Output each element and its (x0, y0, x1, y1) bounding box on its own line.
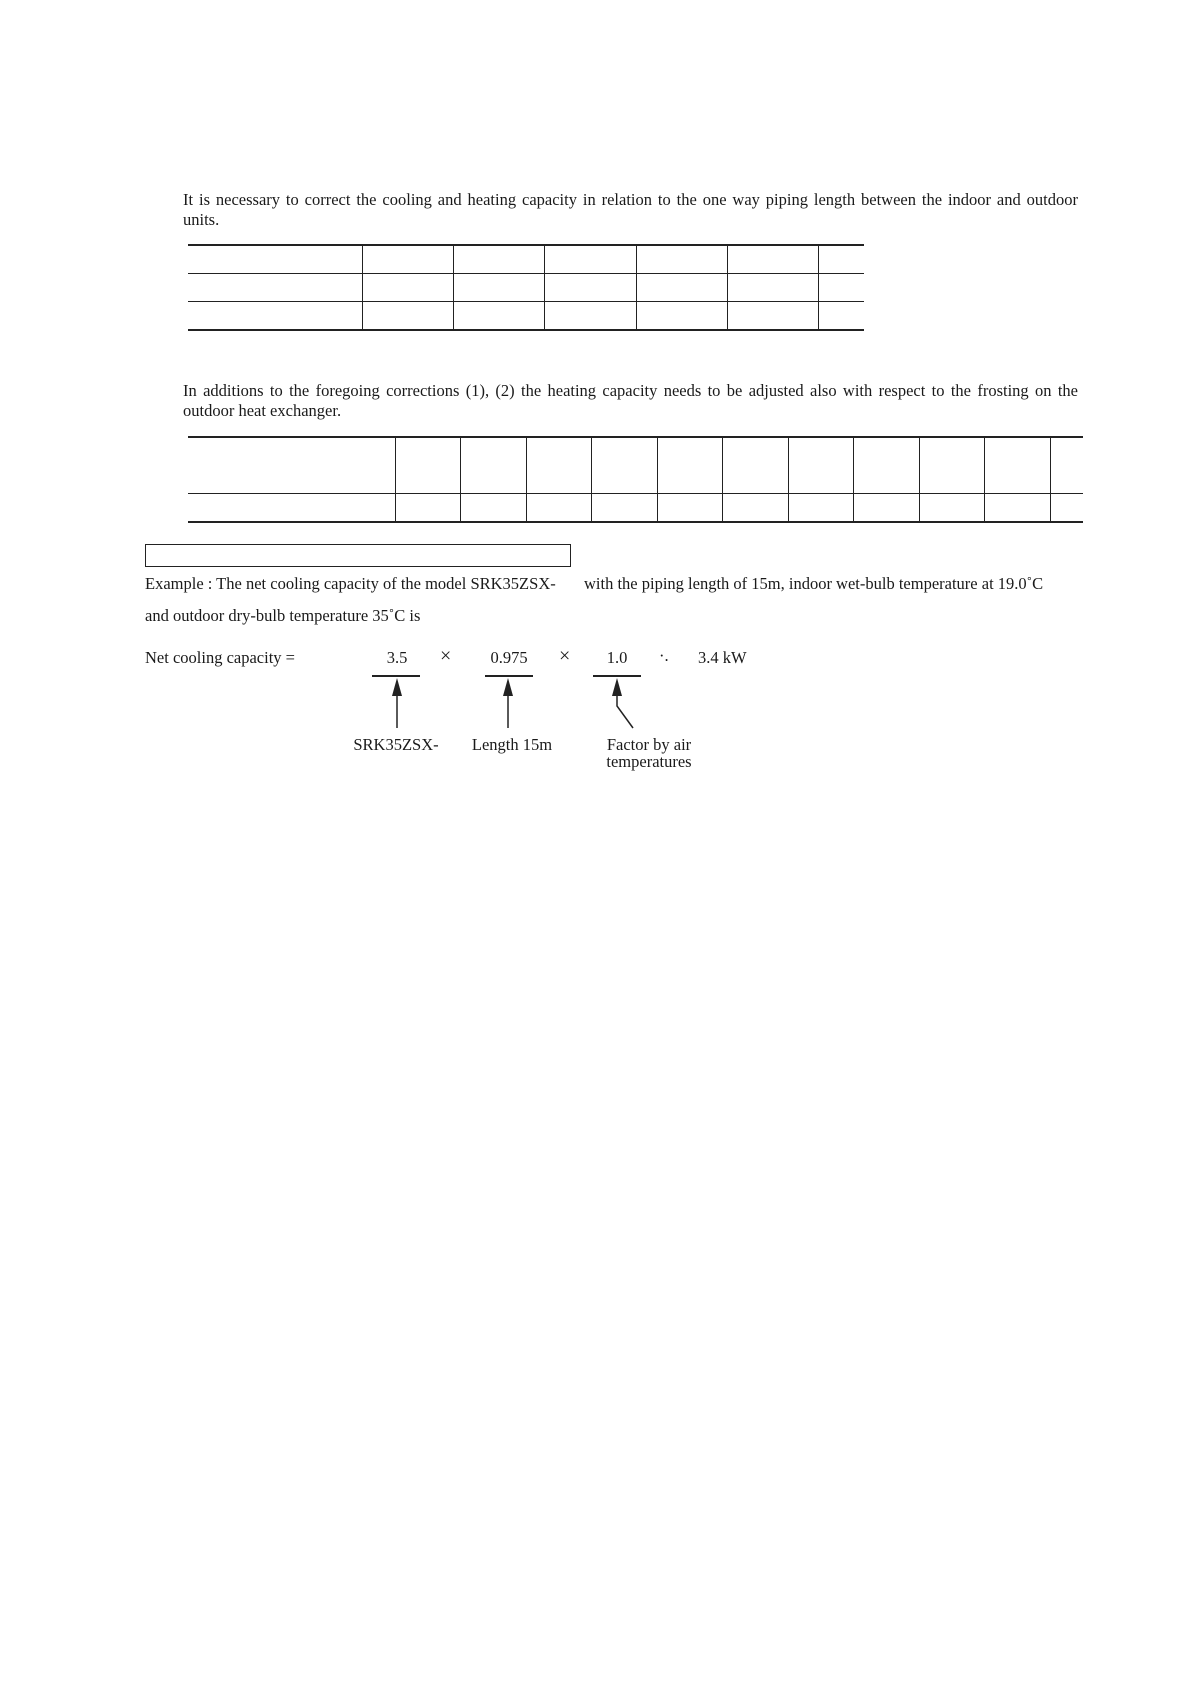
table-cell (396, 437, 461, 494)
table-cell (854, 494, 919, 523)
annotation-air-temperature-line2: temperatures (606, 752, 692, 771)
formula-label: Net cooling capacity = (145, 648, 295, 667)
multiply-sign: × (440, 645, 452, 667)
table-cell (188, 274, 363, 302)
table-cell (723, 494, 788, 523)
table-cell (454, 274, 545, 302)
example-line1-end: with the piping length of 15m, indoor wet-bulb temperature at 19.0˚C (584, 574, 1044, 593)
table-cell (454, 245, 545, 274)
table-cell (188, 494, 396, 523)
formula-length-factor: 0.975 (490, 648, 528, 667)
frosting-correction-paragraph: In additions to the foregoing corrections (1), (2) the heating capacity needs to be adjusted also with respect to the frosting on the outdoor heat exchanger. (183, 381, 1078, 420)
table-cell (545, 302, 636, 331)
table-cell (363, 302, 454, 331)
table-cell (636, 245, 727, 274)
formula-air-temperature-factor: 1.0 (606, 648, 628, 667)
table-cell (657, 437, 722, 494)
table-cell (818, 245, 864, 274)
table-cell (1050, 494, 1083, 523)
table-cell (454, 302, 545, 331)
table-cell (788, 494, 853, 523)
table-cell (985, 437, 1050, 494)
frosting-correction-table (188, 436, 1083, 523)
table-cell (592, 494, 657, 523)
table-cell (636, 302, 727, 331)
table-cell (723, 437, 788, 494)
table-cell (919, 494, 984, 523)
arrow-line (617, 693, 633, 728)
underline (372, 675, 420, 677)
table-cell (727, 274, 818, 302)
table-cell (592, 437, 657, 494)
formula-result: 3.4 kW (698, 648, 747, 667)
table-cell (545, 274, 636, 302)
table-cell (727, 302, 818, 331)
table-cell (818, 274, 864, 302)
table-cell (461, 437, 526, 494)
table-cell (188, 245, 363, 274)
table-cell (396, 494, 461, 523)
underline (593, 675, 641, 677)
table-cell (818, 302, 864, 331)
table-cell (636, 274, 727, 302)
table-cell (188, 437, 396, 494)
table-cell (657, 494, 722, 523)
table-row (188, 245, 864, 274)
piping-length-paragraph: It is necessary to correct the cooling and heating capacity in relation to the one way piping length between the indoor and outdoor units. (183, 190, 1078, 229)
arrowhead (612, 678, 622, 696)
table-cell (461, 494, 526, 523)
table-cell (919, 437, 984, 494)
underline (485, 675, 533, 677)
table-row (188, 494, 1083, 523)
annotation-length: Length 15m (471, 735, 553, 754)
table-cell (854, 437, 919, 494)
table-row (188, 302, 864, 331)
table-row (188, 274, 864, 302)
table-row (188, 437, 1083, 494)
table-cell (788, 437, 853, 494)
annotation-model: SRK35ZSX- (353, 735, 439, 754)
table-cell (985, 494, 1050, 523)
table-cell (545, 245, 636, 274)
annotation-air-temperature-line1: Factor by air (606, 735, 692, 754)
table-cell (363, 245, 454, 274)
section-heading-box (145, 544, 571, 567)
table-cell (526, 494, 591, 523)
piping-length-correction-table (188, 244, 864, 331)
table-cell (363, 274, 454, 302)
table-cell (727, 245, 818, 274)
arrowhead (503, 678, 513, 696)
approximately-equal-sign: ·. (659, 646, 669, 665)
table-cell (188, 302, 363, 331)
table-cell (526, 437, 591, 494)
multiply-sign: × (559, 645, 571, 667)
arrowhead (392, 678, 402, 696)
example-line1-start: Example : The net cooling capacity of the model SRK35ZSX- (145, 574, 556, 593)
table-cell (1050, 437, 1083, 494)
example-line2: and outdoor dry-bulb temperature 35˚C is (145, 606, 421, 625)
formula-rated-capacity: 3.5 (386, 648, 408, 667)
